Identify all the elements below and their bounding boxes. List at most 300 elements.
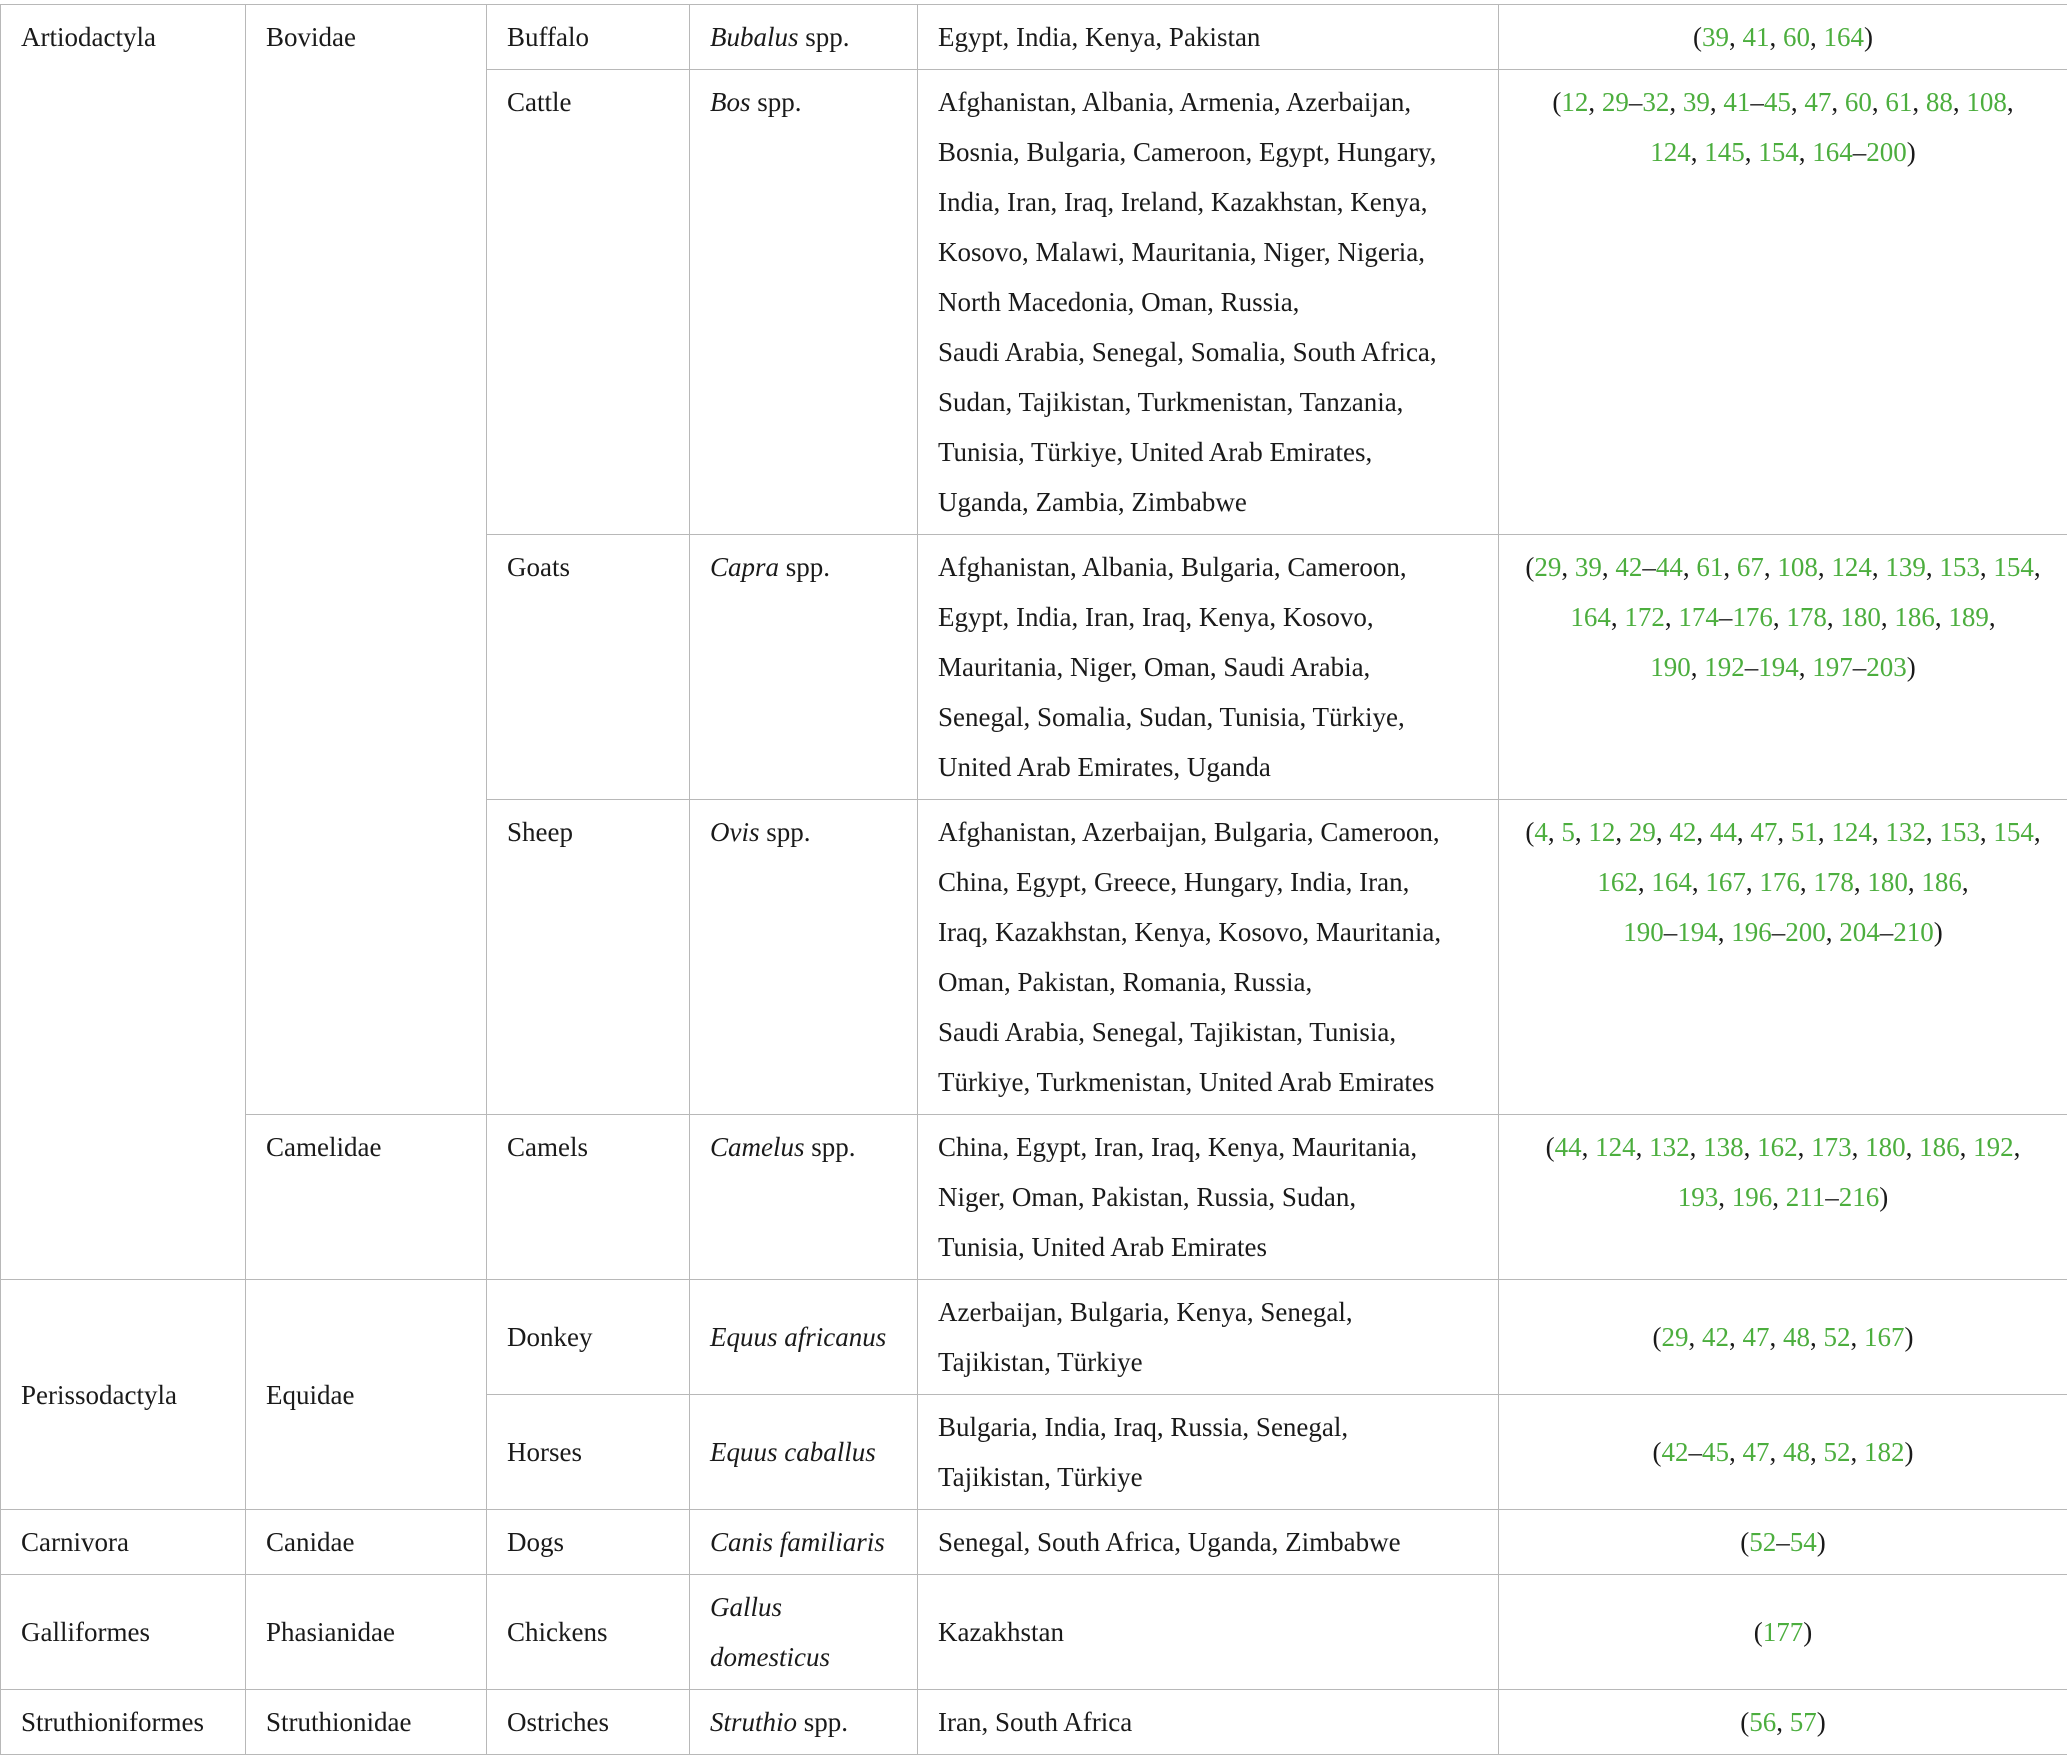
- host-cell: Cattle: [487, 70, 690, 535]
- punctuation: –: [1629, 87, 1643, 117]
- scientific-name-cell: [690, 535, 918, 800]
- reference-link[interactable]: 42: [1662, 1437, 1689, 1467]
- references-cell: [1499, 1690, 2067, 1755]
- punctuation: ,: [1773, 602, 1780, 632]
- reference-link[interactable]: 29: [1602, 87, 1629, 117]
- punctuation: (: [1740, 1527, 1749, 1557]
- reference-link[interactable]: 176: [1759, 867, 1800, 897]
- reference-link[interactable]: 164: [1651, 867, 1692, 897]
- reference-link[interactable]: 47: [1743, 1322, 1770, 1352]
- reference-link[interactable]: 180: [1867, 867, 1908, 897]
- reference-link[interactable]: 162: [1757, 1132, 1798, 1162]
- table-row: [1, 1115, 2067, 1280]
- scientific-suffix: spp.: [779, 552, 830, 582]
- punctuation: ): [1907, 652, 1916, 682]
- country-line: China, Egypt, Iran, Iraq, Kenya, Mauritania,: [938, 1132, 1417, 1162]
- reference-link[interactable]: 200: [1785, 917, 1826, 947]
- order-cell: Galliformes: [1, 1575, 246, 1690]
- punctuation: ,: [1818, 552, 1825, 582]
- reference-link[interactable]: 48: [1783, 1437, 1810, 1467]
- table-row: [1, 1510, 2067, 1575]
- references-cell: [1499, 1115, 2067, 1280]
- countries-cell: [918, 1575, 1499, 1690]
- country-line: United Arab Emirates, Uganda: [938, 752, 1271, 782]
- reference-link[interactable]: 45: [1702, 1437, 1729, 1467]
- reference-link[interactable]: 194: [1677, 917, 1718, 947]
- scientific-genus: Capra: [710, 552, 779, 582]
- reference-link[interactable]: 186: [1921, 867, 1962, 897]
- reference-link[interactable]: 177: [1763, 1617, 1804, 1647]
- references-cell: [1499, 1280, 2067, 1395]
- punctuation: –: [1772, 917, 1786, 947]
- scientific-genus: Bubalus: [710, 22, 799, 52]
- punctuation: –: [1719, 602, 1733, 632]
- reference-link[interactable]: 47: [1750, 817, 1777, 847]
- reference-link[interactable]: 39: [1702, 22, 1729, 52]
- punctuation: ,: [1926, 817, 1933, 847]
- country-line: Tajikistan, Türkiye: [938, 1462, 1143, 1492]
- scientific-name-cell: [690, 1395, 918, 1510]
- reference-link[interactable]: 210: [1893, 917, 1934, 947]
- punctuation: ,: [1638, 867, 1645, 897]
- country-line: Iraq, Kazakhstan, Kenya, Kosovo, Mauritania,: [938, 917, 1441, 947]
- table-row: [1, 5, 2067, 70]
- punctuation: –: [1642, 552, 1656, 582]
- punctuation: ,: [1851, 1322, 1858, 1352]
- reference-link[interactable]: 162: [1597, 867, 1638, 897]
- reference-link[interactable]: 204: [1839, 917, 1880, 947]
- order-cell: Artiodactyla: [1, 5, 246, 1280]
- punctuation: ,: [1810, 1437, 1817, 1467]
- reference-link[interactable]: 56: [1749, 1707, 1776, 1737]
- punctuation: (: [1693, 22, 1702, 52]
- scientific-name-cell: [690, 1690, 918, 1755]
- reference-link[interactable]: 194: [1758, 652, 1799, 682]
- countries-cell: [918, 1280, 1499, 1395]
- punctuation: ,: [1729, 1322, 1736, 1352]
- scientific-name-cell: [690, 1115, 918, 1280]
- punctuation: ,: [1669, 87, 1676, 117]
- scientific-genus: Canis familiaris: [710, 1527, 885, 1557]
- country-line: Kosovo, Malawi, Mauritania, Niger, Nigeria,: [938, 237, 1425, 267]
- punctuation: ,: [1691, 652, 1698, 682]
- country-line: Bulgaria, India, Iraq, Russia, Senegal,: [938, 1412, 1348, 1442]
- punctuation: ,: [1852, 1132, 1859, 1162]
- punctuation: ): [1905, 1322, 1914, 1352]
- country-line: North Macedonia, Oman, Russia,: [938, 287, 1299, 317]
- family-cell: Struthionidae: [246, 1690, 487, 1755]
- punctuation: ,: [1770, 22, 1777, 52]
- punctuation: ,: [1770, 1322, 1777, 1352]
- table-row: [1, 1575, 2067, 1690]
- reference-link[interactable]: 67: [1737, 552, 1764, 582]
- reference-link[interactable]: 203: [1866, 652, 1907, 682]
- country-line: Azerbaijan, Bulgaria, Kenya, Senegal,: [938, 1297, 1353, 1327]
- scientific-name-cell: [690, 1510, 918, 1575]
- punctuation: ,: [1691, 137, 1698, 167]
- punctuation: ,: [1692, 867, 1699, 897]
- reference-link[interactable]: 182: [1864, 1437, 1905, 1467]
- reference-link[interactable]: 164: [1812, 137, 1853, 167]
- host-cell: Donkey: [487, 1280, 690, 1395]
- reference-link[interactable]: 167: [1864, 1322, 1905, 1352]
- punctuation: (: [1552, 87, 1561, 117]
- country-line: Tajikistan, Türkiye: [938, 1347, 1143, 1377]
- reference-link[interactable]: 47: [1804, 87, 1831, 117]
- reference-link[interactable]: 139: [1885, 552, 1926, 582]
- reference-link[interactable]: 154: [1758, 137, 1799, 167]
- punctuation: ,: [1548, 817, 1555, 847]
- punctuation: ,: [1818, 817, 1825, 847]
- punctuation: ): [1817, 1707, 1826, 1737]
- family-cell: Canidae: [246, 1510, 487, 1575]
- country-line: Bosnia, Bulgaria, Cameroon, Egypt, Hungary,: [938, 137, 1436, 167]
- punctuation: ,: [1791, 87, 1798, 117]
- reference-link[interactable]: 153: [1939, 552, 1980, 582]
- punctuation: ,: [1745, 137, 1752, 167]
- country-line: Iran, South Africa: [938, 1707, 1132, 1737]
- reference-link[interactable]: 124: [1831, 817, 1872, 847]
- country-line: India, Iran, Iraq, Ireland, Kazakhstan, Kenya,: [938, 187, 1428, 217]
- countries-cell: [918, 1690, 1499, 1755]
- punctuation: ,: [1962, 867, 1969, 897]
- reference-link[interactable]: 186: [1894, 602, 1935, 632]
- reference-link[interactable]: 124: [1595, 1132, 1636, 1162]
- scientific-suffix: spp.: [797, 1707, 848, 1737]
- reference-link[interactable]: 124: [1831, 552, 1872, 582]
- punctuation: ,: [1798, 1132, 1805, 1162]
- scientific-suffix: spp.: [799, 22, 850, 52]
- scientific-suffix: spp.: [805, 1132, 856, 1162]
- punctuation: ,: [1872, 552, 1879, 582]
- reference-link[interactable]: 192: [1704, 652, 1745, 682]
- references-cell: [1499, 1510, 2067, 1575]
- scientific-genus: Equus caballus: [710, 1437, 876, 1467]
- punctuation: ,: [1588, 87, 1595, 117]
- reference-link[interactable]: 124: [1650, 137, 1691, 167]
- reference-link[interactable]: 180: [1865, 1132, 1906, 1162]
- punctuation: –: [1825, 1182, 1839, 1212]
- reference-link[interactable]: 45: [1764, 87, 1791, 117]
- scientific-name-cell: [690, 800, 918, 1115]
- reference-link[interactable]: 154: [1993, 552, 2034, 582]
- country-line: Oman, Pakistan, Romania, Russia,: [938, 967, 1312, 997]
- reference-link[interactable]: 138: [1703, 1132, 1744, 1162]
- country-line: Senegal, Somalia, Sudan, Tunisia, Türkiye,: [938, 702, 1405, 732]
- reference-link[interactable]: 190: [1650, 652, 1691, 682]
- punctuation: ,: [2034, 817, 2041, 847]
- reference-link[interactable]: 39: [1683, 87, 1710, 117]
- host-cell: Chickens: [487, 1575, 690, 1690]
- punctuation: –: [1853, 137, 1867, 167]
- reference-link[interactable]: 29: [1534, 552, 1561, 582]
- country-line: Mauritania, Niger, Oman, Saudi Arabia,: [938, 652, 1370, 682]
- order-cell: Perissodactyla: [1, 1280, 246, 1510]
- punctuation: ,: [1826, 917, 1833, 947]
- reference-link[interactable]: 174: [1678, 602, 1719, 632]
- reference-link[interactable]: 44: [1656, 552, 1683, 582]
- reference-link[interactable]: 154: [1993, 817, 2034, 847]
- punctuation: ,: [1729, 22, 1736, 52]
- punctuation: ,: [1777, 817, 1784, 847]
- reference-link[interactable]: 42: [1615, 552, 1642, 582]
- punctuation: ,: [1615, 817, 1622, 847]
- punctuation: ,: [1744, 1132, 1751, 1162]
- punctuation: ,: [1689, 1322, 1696, 1352]
- scientific-suffix: spp.: [760, 817, 811, 847]
- punctuation: ,: [1980, 817, 1987, 847]
- punctuation: ,: [1611, 602, 1618, 632]
- punctuation: ,: [1953, 87, 1960, 117]
- reference-link[interactable]: 60: [1783, 22, 1810, 52]
- countries-cell: [918, 70, 1499, 535]
- country-line: Saudi Arabia, Senegal, Tajikistan, Tunisia,: [938, 1017, 1396, 1047]
- references-cell: [1499, 1575, 2067, 1690]
- punctuation: ,: [1872, 817, 1879, 847]
- scientific-genus: Struthio: [710, 1707, 797, 1737]
- scientific-genus: Equus africanus: [710, 1322, 886, 1352]
- punctuation: ,: [1776, 1707, 1783, 1737]
- reference-link[interactable]: 145: [1704, 137, 1745, 167]
- punctuation: ,: [1906, 1132, 1913, 1162]
- reference-link[interactable]: 176: [1732, 602, 1773, 632]
- countries-cell: [918, 1510, 1499, 1575]
- punctuation: ,: [1723, 552, 1730, 582]
- punctuation: ,: [1912, 87, 1919, 117]
- reference-link[interactable]: 196: [1731, 917, 1772, 947]
- scientific-name-cell: [690, 5, 918, 70]
- table-row: [1, 1280, 2067, 1395]
- reference-link[interactable]: 61: [1696, 552, 1723, 582]
- reference-link[interactable]: 108: [1966, 87, 2007, 117]
- country-line: Niger, Oman, Pakistan, Russia, Sudan,: [938, 1182, 1356, 1212]
- reference-link[interactable]: 54: [1790, 1527, 1817, 1557]
- reference-link[interactable]: 189: [1948, 602, 1989, 632]
- punctuation: ): [1905, 1437, 1914, 1467]
- punctuation: ,: [1718, 1182, 1725, 1212]
- reference-link[interactable]: 108: [1777, 552, 1818, 582]
- reference-link[interactable]: 164: [1570, 602, 1611, 632]
- scientific-genus: Gallus domesticus: [710, 1592, 830, 1672]
- host-cell: Horses: [487, 1395, 690, 1510]
- punctuation: ,: [1718, 917, 1725, 947]
- references-cell: [1499, 5, 2067, 70]
- country-line: Afghanistan, Azerbaijan, Bulgaria, Cameroon,: [938, 817, 1440, 847]
- host-country-table: [0, 4, 2067, 1755]
- punctuation: ): [1934, 917, 1943, 947]
- punctuation: –: [1664, 917, 1678, 947]
- reference-link[interactable]: 44: [1555, 1132, 1582, 1162]
- punctuation: ,: [1690, 1132, 1697, 1162]
- country-line: Uganda, Zambia, Zimbabwe: [938, 487, 1247, 517]
- reference-link[interactable]: 52: [1824, 1437, 1851, 1467]
- punctuation: ,: [1746, 867, 1753, 897]
- order-cell: Carnivora: [1, 1510, 246, 1575]
- punctuation: ,: [1980, 552, 1987, 582]
- reference-link[interactable]: 4: [1534, 817, 1548, 847]
- reference-link[interactable]: 197: [1812, 652, 1853, 682]
- reference-link[interactable]: 48: [1783, 1322, 1810, 1352]
- reference-link[interactable]: 216: [1839, 1182, 1880, 1212]
- punctuation: ,: [2007, 87, 2014, 117]
- punctuation: –: [1745, 652, 1759, 682]
- reference-link[interactable]: 178: [1786, 602, 1827, 632]
- country-line: Egypt, India, Iran, Iraq, Kenya, Kosovo,: [938, 602, 1374, 632]
- reference-link[interactable]: 193: [1678, 1182, 1719, 1212]
- country-line: Tunisia, United Arab Emirates: [938, 1232, 1267, 1262]
- punctuation: –: [1880, 917, 1894, 947]
- country-line: Saudi Arabia, Senegal, Somalia, South Africa,: [938, 337, 1437, 367]
- punctuation: ,: [1960, 1132, 1967, 1162]
- countries-cell: [918, 535, 1499, 800]
- reference-link[interactable]: 200: [1866, 137, 1907, 167]
- punctuation: ,: [1854, 867, 1861, 897]
- punctuation: ,: [1575, 817, 1582, 847]
- punctuation: ,: [1665, 602, 1672, 632]
- punctuation: ,: [1851, 1437, 1858, 1467]
- punctuation: ,: [1810, 1322, 1817, 1352]
- host-cell: Dogs: [487, 1510, 690, 1575]
- punctuation: ,: [1908, 867, 1915, 897]
- scientific-genus: Camelus: [710, 1132, 805, 1162]
- reference-link[interactable]: 12: [1588, 817, 1615, 847]
- punctuation: ,: [1831, 87, 1838, 117]
- reference-link[interactable]: 132: [1885, 817, 1926, 847]
- country-line: China, Egypt, Greece, Hungary, India, Iran,: [938, 867, 1409, 897]
- family-cell: Equidae: [246, 1280, 487, 1510]
- scientific-name-cell: [690, 70, 918, 535]
- punctuation: ): [1803, 1617, 1812, 1647]
- host-cell: Camels: [487, 1115, 690, 1280]
- punctuation: ,: [1810, 22, 1817, 52]
- punctuation: ,: [1935, 602, 1942, 632]
- countries-cell: [918, 800, 1499, 1115]
- reference-link[interactable]: 41: [1743, 22, 1770, 52]
- punctuation: (: [1754, 1617, 1763, 1647]
- countries-cell: [918, 5, 1499, 70]
- reference-link[interactable]: 88: [1926, 87, 1953, 117]
- country-line: Türkiye, Turkmenistan, United Arab Emirates: [938, 1067, 1434, 1097]
- countries-cell: [918, 1115, 1499, 1280]
- order-cell: Struthioniformes: [1, 1690, 246, 1755]
- scientific-name-cell: [690, 1280, 918, 1395]
- punctuation: ): [1817, 1527, 1826, 1557]
- punctuation: ,: [1656, 817, 1663, 847]
- punctuation: –: [1853, 652, 1867, 682]
- punctuation: ): [1879, 1182, 1888, 1212]
- punctuation: ,: [1696, 817, 1703, 847]
- scientific-genus: Ovis: [710, 817, 760, 847]
- reference-link[interactable]: 57: [1790, 1707, 1817, 1737]
- reference-link[interactable]: 51: [1791, 817, 1818, 847]
- country-line: Egypt, India, Kenya, Pakistan: [938, 22, 1260, 52]
- punctuation: ): [1864, 22, 1873, 52]
- scientific-suffix: spp.: [751, 87, 802, 117]
- punctuation: –: [1776, 1527, 1790, 1557]
- scientific-genus: Bos: [710, 87, 751, 117]
- country-line: Senegal, South Africa, Uganda, Zimbabwe: [938, 1527, 1401, 1557]
- reference-link[interactable]: 39: [1575, 552, 1602, 582]
- punctuation: ,: [1710, 87, 1717, 117]
- punctuation: ,: [1602, 552, 1609, 582]
- punctuation: ,: [1561, 552, 1568, 582]
- reference-link[interactable]: 61: [1885, 87, 1912, 117]
- reference-link[interactable]: 132: [1649, 1132, 1690, 1162]
- country-line: Tunisia, Türkiye, United Arab Emirates,: [938, 437, 1372, 467]
- reference-link[interactable]: 42: [1669, 817, 1696, 847]
- reference-link[interactable]: 172: [1624, 602, 1665, 632]
- punctuation: ,: [1827, 602, 1834, 632]
- reference-link[interactable]: 190: [1623, 917, 1664, 947]
- reference-link[interactable]: 12: [1561, 87, 1588, 117]
- host-cell: Buffalo: [487, 5, 690, 70]
- punctuation: ,: [1872, 87, 1879, 117]
- reference-link[interactable]: 32: [1642, 87, 1669, 117]
- references-cell: [1499, 535, 2067, 800]
- punctuation: ): [1907, 137, 1916, 167]
- reference-link[interactable]: 60: [1845, 87, 1872, 117]
- punctuation: ,: [1926, 552, 1933, 582]
- reference-link[interactable]: 47: [1743, 1437, 1770, 1467]
- punctuation: ,: [1636, 1132, 1643, 1162]
- punctuation: –: [1689, 1437, 1703, 1467]
- family-cell: Bovidae: [246, 5, 487, 1115]
- countries-cell: [918, 1395, 1499, 1510]
- punctuation: ,: [1881, 602, 1888, 632]
- table-row: [1, 1690, 2067, 1755]
- punctuation: ,: [1799, 652, 1806, 682]
- reference-link[interactable]: 44: [1710, 817, 1737, 847]
- reference-link[interactable]: 180: [1840, 602, 1881, 632]
- reference-link[interactable]: 153: [1939, 817, 1980, 847]
- country-line: Afghanistan, Albania, Bulgaria, Cameroon,: [938, 552, 1407, 582]
- punctuation: (: [1525, 817, 1534, 847]
- reference-link[interactable]: 42: [1702, 1322, 1729, 1352]
- host-cell: Ostriches: [487, 1690, 690, 1755]
- host-cell: Goats: [487, 535, 690, 800]
- punctuation: (: [1740, 1707, 1749, 1737]
- punctuation: ,: [1772, 1182, 1779, 1212]
- host-cell: Sheep: [487, 800, 690, 1115]
- reference-link[interactable]: 196: [1732, 1182, 1773, 1212]
- punctuation: ,: [1799, 137, 1806, 167]
- punctuation: ,: [1683, 552, 1690, 582]
- punctuation: ,: [1737, 817, 1744, 847]
- family-cell: Camelidae: [246, 1115, 487, 1280]
- reference-link[interactable]: 178: [1813, 867, 1854, 897]
- reference-link[interactable]: 192: [1973, 1132, 2014, 1162]
- reference-link[interactable]: 164: [1824, 22, 1865, 52]
- reference-link[interactable]: 186: [1919, 1132, 1960, 1162]
- reference-link[interactable]: 52: [1824, 1322, 1851, 1352]
- punctuation: (: [1653, 1322, 1662, 1352]
- punctuation: –: [1750, 87, 1764, 117]
- references-cell: [1499, 70, 2067, 535]
- reference-link[interactable]: 52: [1749, 1527, 1776, 1557]
- reference-link[interactable]: 5: [1561, 817, 1575, 847]
- punctuation: ,: [1770, 1437, 1777, 1467]
- punctuation: (: [1546, 1132, 1555, 1162]
- reference-link[interactable]: 29: [1629, 817, 1656, 847]
- punctuation: ,: [1800, 867, 1807, 897]
- reference-link[interactable]: 173: [1811, 1132, 1852, 1162]
- reference-link[interactable]: 167: [1705, 867, 1746, 897]
- reference-link[interactable]: 211: [1786, 1182, 1826, 1212]
- reference-link[interactable]: 41: [1723, 87, 1750, 117]
- reference-link[interactable]: 29: [1662, 1322, 1689, 1352]
- country-line: Afghanistan, Albania, Armenia, Azerbaijan,: [938, 87, 1411, 117]
- family-cell: Phasianidae: [246, 1575, 487, 1690]
